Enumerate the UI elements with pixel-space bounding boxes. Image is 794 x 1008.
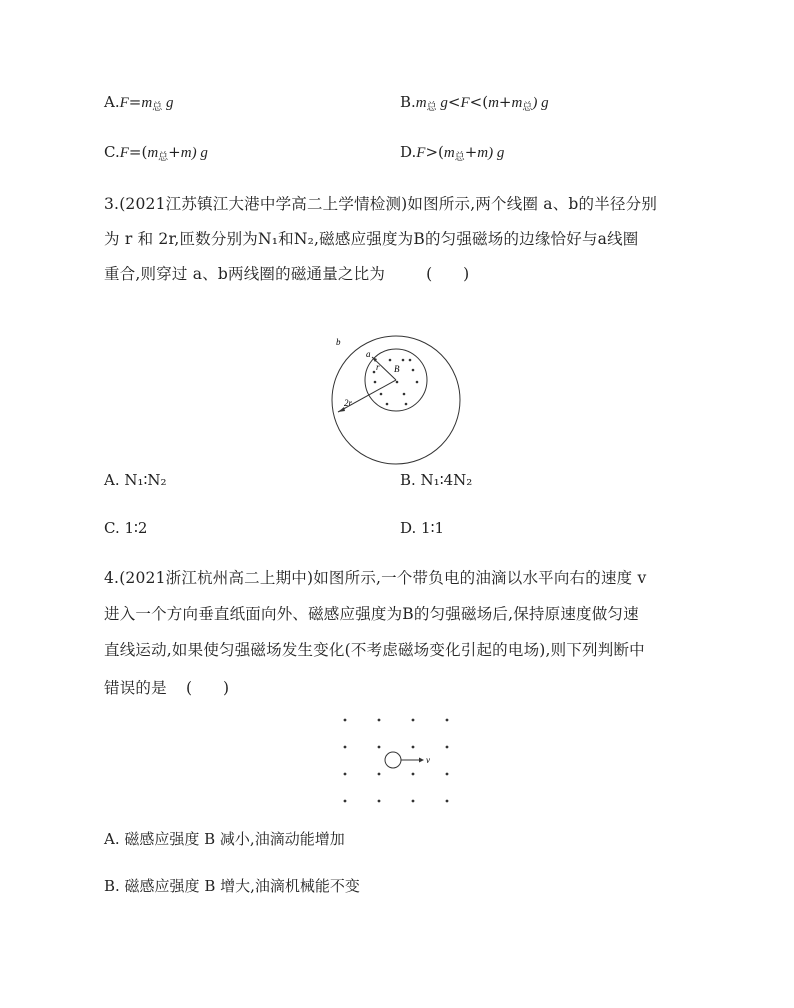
field-dot [378, 773, 381, 776]
force-symbol: F [416, 145, 426, 161]
question-4-line-3: 直线运动,如果使匀强磁场发生变化(不考虑磁场变化引起的电场),则下列判断中 [104, 641, 645, 659]
option-d [400, 142, 504, 168]
field-dot [412, 369, 415, 372]
operator: = [128, 93, 142, 111]
option-a [104, 92, 173, 118]
option-letter: C. [104, 143, 120, 161]
field-dot [389, 359, 392, 362]
field-dot [344, 773, 347, 776]
label-b: b [336, 337, 341, 347]
subscript: 总 [454, 152, 465, 163]
oil-drop-figure [336, 710, 466, 810]
option-c [104, 142, 208, 168]
option-b [400, 92, 549, 118]
mass-symbol: m [147, 145, 159, 161]
question-4-option-a: A. 磁感应强度 B 减小,油滴动能增加 [104, 830, 345, 848]
question-4-line-2: 进入一个方向垂直纸面向外、磁感应强度为B的匀强磁场后,保持原速度做匀速 [104, 605, 639, 623]
operator: =( [128, 143, 148, 161]
field-dot [403, 393, 406, 396]
field-dot [446, 773, 449, 776]
question-3-option-b: B. N₁∶4N₂ [400, 471, 473, 489]
operator: + [498, 93, 512, 111]
label-r: r [376, 362, 380, 372]
gravity-symbol: g [162, 95, 174, 111]
label-2r: 2r [344, 398, 353, 408]
question-4-option-b: B. 磁感应强度 B 增大,油滴机械能不变 [104, 877, 360, 895]
question-3-option-d: D. 1∶1 [400, 519, 445, 537]
question-4-text: 错误的是 [104, 679, 167, 697]
radius-2r-arrowhead [338, 407, 345, 412]
subscript: 总 [152, 102, 163, 113]
mass-symbol: m [511, 95, 523, 111]
field-dot [402, 359, 405, 362]
field-dot [373, 371, 376, 374]
field-dot [344, 719, 347, 722]
force-symbol: F [119, 95, 129, 111]
field-dot [396, 381, 399, 384]
field-dot [374, 381, 377, 384]
subscript: 总 [522, 102, 533, 113]
question-3-option-c: C. 1∶2 [104, 519, 148, 537]
field-dot [412, 800, 415, 803]
subscript: 总 [426, 102, 437, 113]
oil-drop [385, 752, 401, 768]
answer-bracket: ( ) [185, 679, 230, 697]
velocity-arrowhead [419, 758, 424, 763]
field-dot [378, 746, 381, 749]
gravity-symbol: ) g [191, 145, 208, 161]
subscript: 总 [158, 152, 169, 163]
field-dot [344, 746, 347, 749]
field-dot [380, 393, 383, 396]
field-dot [405, 403, 408, 406]
operator: + [464, 143, 478, 161]
field-dot [409, 359, 412, 362]
question-4-line-4 [104, 676, 229, 698]
option-letter: D. [400, 143, 417, 161]
operator: <( [469, 93, 489, 111]
field-dot [446, 719, 449, 722]
mass-symbol: m [141, 95, 153, 111]
operator: < [447, 93, 461, 111]
mass-symbol: m [488, 95, 499, 111]
question-3-line-2: 为 r 和 2r,匝数分别为N₁和N₂,磁感应强度为B的匀强磁场的边缘恰好与a线圈 [104, 230, 639, 248]
field-dot [412, 746, 415, 749]
field-dot [412, 719, 415, 722]
field-dot [386, 403, 389, 406]
field-dot [344, 800, 347, 803]
label-B: B [394, 364, 400, 374]
mass-symbol: m [180, 145, 192, 161]
field-dot [412, 773, 415, 776]
field-dot [378, 719, 381, 722]
gravity-symbol: ) g [532, 95, 549, 111]
question-3-option-a: A. N₁∶N₂ [104, 471, 167, 489]
operator: + [168, 143, 181, 161]
gravity-symbol: ) g [488, 145, 505, 161]
gravity-symbol: g [436, 95, 448, 111]
option-letter: B. [400, 93, 416, 111]
mass-symbol: m [477, 145, 489, 161]
question-3-text: 重合,则穿过 a、b两线圈的磁通量之比为 [104, 265, 386, 283]
radius-2r-line [338, 380, 396, 412]
field-dot [446, 800, 449, 803]
field-dot [446, 746, 449, 749]
field-dot [378, 800, 381, 803]
force-symbol: F [119, 145, 129, 161]
operator: >( [425, 143, 444, 161]
question-3-line-1: 3.(2021江苏镇江大港中学高二上学情检测)如图所示,两个线圈 a、b的半径分别 [104, 195, 658, 213]
label-a: a [366, 349, 371, 359]
label-v: v [426, 755, 430, 765]
coil-figure [317, 330, 477, 470]
mass-symbol: m [415, 95, 427, 111]
field-dot [416, 381, 419, 384]
force-symbol: F [460, 95, 470, 111]
mass-symbol: m [443, 145, 455, 161]
option-letter: A. [104, 93, 120, 111]
question-3-line-3 [104, 262, 469, 284]
question-4-line-1: 4.(2021浙江杭州高二上期中)如图所示,一个带负电的油滴以水平向右的速度 v [104, 569, 647, 587]
answer-bracket: ( ) [426, 265, 470, 283]
